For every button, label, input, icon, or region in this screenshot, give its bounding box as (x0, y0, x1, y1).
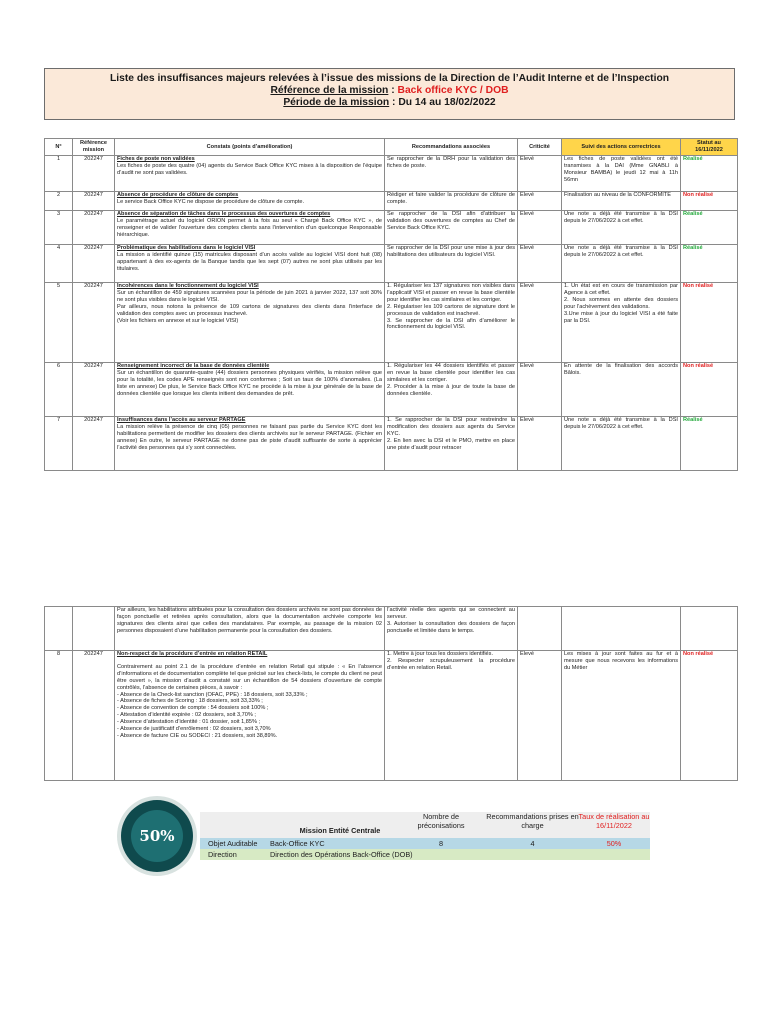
row-criticite (518, 607, 562, 651)
finding-text: La mission a identifié quinze (15) matricules disposant d’un accès valide au logiciel VISI dont huit (08) appartenant à des ex-agents de la Banque tandis que les sept (07) autres ne sont plus utilisés par les titulaires. (117, 251, 382, 272)
row-criticite: Elevé (518, 245, 562, 283)
row-constat (115, 363, 385, 417)
summary-row-label: Direction (208, 850, 237, 859)
row-criticite: Elevé (518, 651, 562, 781)
table-row (45, 156, 738, 192)
row-suivi (562, 283, 681, 363)
reco-item: l’activité réelle des agents qui se connectent au serveur. (387, 607, 515, 620)
finding-list-item: - Absence d’attestation d’identité : 01 dossier, soit 1,85% ; (117, 719, 261, 726)
row-criticite: Elevé (518, 211, 562, 245)
row-statut: Réalisé (681, 211, 738, 245)
row-statut: Non réalisé (681, 192, 738, 211)
suivi-item: 2. Nous sommes en attente des dossiers pour l’achèvement des validations. (564, 296, 678, 310)
finding-text: Contrairement au point 2.1 de la procédure d’entrée en relation Retail qui stipule : « En l’absence d’informations et de documentation complète tel que précisé sur les check-lists, le compte du client ne peut être ouvert », la mission d’audit a constaté sur un échantillon de 54 dossiers d’ouverture de compte contrôlés, l’absence de certaines pièces, à savoir : (117, 663, 382, 691)
row-ref: 202247 (73, 283, 115, 363)
table-row (45, 363, 738, 417)
report-header (44, 68, 735, 120)
row-statut: Non réalisé (681, 363, 738, 417)
table-row (45, 283, 738, 363)
finding-text: Le paramétrage actuel du logiciel ORION permet à la fois au seul « Chargé Back Office KYC », de renseigner et de valider l’ouverture des comptes clients sans l’intervention d’un quelconque Responsable hiérarchique. (117, 217, 382, 238)
col-header-constats: Constats (points d’amélioration) (115, 139, 385, 156)
row-reco (385, 651, 518, 781)
summary-row-mission: Back-Office KYC (270, 839, 325, 848)
row-reco: Se rapprocher de la DSI pour une mise à jour des habilitations des utilisateurs du logiciel VISI. (385, 245, 518, 283)
summary-row-objet (200, 838, 650, 849)
row-ref (73, 607, 115, 651)
finding-text: Sur un échantillon de quarante-quatre (44) dossiers personnes physiques vérifiés, la mission relève que pour la totalité, les codes APE renseignés sont non conformes ; Soit un taux de 100% d’anomalies. (La liste en annexe) De plus, le Service Back Office KYC ne procède à la mise à jour générale de la base de données clientèle que lorsque les clients initient des demandes de prêt. (117, 369, 382, 397)
period-label: Période de la mission (283, 97, 390, 108)
col-header-ref: Référence mission (73, 139, 115, 156)
row-suivi: En attente de la finalisation des accords Bâlois. (562, 363, 681, 417)
summary-row-taux: 50% (606, 839, 622, 848)
row-reco: Se rapprocher de la DSI afin d’attribuer la validation des ouvertures de comptes au Chef de Service Back Office KYC. (385, 211, 518, 245)
finding-text: Sur un échantillon de 459 signatures scannées pour la période de juin 2021 à janvier 2022, 137 soit 30% ne sont plus visibles dans le logiciel VISI. (117, 289, 382, 303)
reference-label: Référence de la mission (270, 85, 389, 96)
finding-text: Par ailleurs, nous notons la présence de 109 cartons de signatures des clients dans l’interface de validation des comptes avec un processus inachevé. (117, 303, 382, 317)
table-row (45, 607, 738, 651)
reco-item: 1. Mettre à jour tous les dossiers identifiés. (387, 651, 494, 657)
period-value: Du 14 au 18/02/2022 (398, 97, 496, 108)
row-constat (115, 245, 385, 283)
finding-list-item: - Attestation d’identité expirée : 02 dossiers, soit 3,70% ; (117, 712, 256, 719)
row-reco (385, 363, 518, 417)
reco-item: 1. Régulariser les 137 signatures non visibles dans l’applicatif VISI et passer en revue la base clientèle pour identifier les cas similaires et les corriger. (387, 283, 515, 303)
reco-item: 3. Autoriser la consultation des dossiers de façon ponctuelle et limitée dans le temps. (387, 620, 515, 634)
reco-item: 1. Se rapprocher de la DSI pour restreindre la modification des dossiers aux agents du Service KYC. (387, 417, 515, 437)
row-suivi: Les fiches de poste validées ont été transmises à la DAI (Mme GNABLI à Monsieur BAMBA) le jeudi 12 mai à 11h 56mn (562, 156, 681, 192)
row-reco (385, 417, 518, 471)
finding-title: Incohérences dans le fonctionnement du logiciel VISI (117, 283, 259, 289)
row-constat (115, 211, 385, 245)
row-reco: Rédiger et faire valider la procédure de clôture de compte. (385, 192, 518, 211)
row-statut: Non réalisé (681, 651, 738, 781)
row-constat (115, 283, 385, 363)
row-ref: 202247 (73, 417, 115, 471)
reco-item: 1. Régulariser les 44 dossiers identifiés et passer en revue la base clientèle pour identifier les cas similaires et les corriger. (387, 363, 515, 383)
col-header-criticite: Criticité (518, 139, 562, 156)
mission-period: Période de la mission : Du 14 au 18/02/2022 (283, 97, 496, 108)
row-ref: 202247 (73, 363, 115, 417)
finding-title: Absence de séparation de tâches dans le processus des ouvertures de comptes (117, 211, 331, 217)
row-criticite: Elevé (518, 156, 562, 192)
suivi-item: 1. Un état est en cours de transmission par Agence à cet effet. (564, 283, 678, 296)
row-num (45, 607, 73, 651)
row-statut: Réalisé (681, 417, 738, 471)
row-num: 1 (45, 156, 73, 192)
table-row (45, 245, 738, 283)
finding-title: Fiches de poste non validées (117, 156, 195, 162)
finding-list-item: - Absence de facture CIE ou SODECI : 21 dossiers, soit 38,89%. (117, 732, 278, 739)
row-num: 6 (45, 363, 73, 417)
summary-col-taux: Taux de réalisation au 16/11/2022 (578, 812, 650, 830)
summary-header (200, 812, 650, 838)
findings-table (44, 138, 738, 471)
completion-rate-badge (117, 796, 197, 876)
row-criticite: Elevé (518, 192, 562, 211)
row-suivi: Une note a déjà été transmise à la DSI depuis le 27/06/2022 à cet effet. (562, 211, 681, 245)
completion-ring (121, 800, 193, 872)
col-header-suivi: Suivi des actions correctrices (562, 139, 681, 156)
table-row (45, 417, 738, 471)
finding-list-item: - Absence de convention de compte : 54 dossiers soit 100% ; (117, 705, 269, 712)
summary-table (200, 812, 650, 860)
col-header-statut: Statut au 16/11/2022 (681, 139, 738, 156)
finding-list-item: - Absence de fiches de Scoring : 18 dossiers, soit 33,33% ; (117, 698, 263, 705)
row-statut: Réalisé (681, 156, 738, 192)
finding-list-item: - Absence de justificatif d’enrôlement : 02 dossiers, soit 3,70% (117, 726, 271, 733)
row-ref: 202247 (73, 211, 115, 245)
row-constat (115, 156, 385, 192)
row-num: 4 (45, 245, 73, 283)
row-criticite: Elevé (518, 417, 562, 471)
row-constat (115, 192, 385, 211)
col-header-num: N° (45, 139, 73, 156)
summary-col-mission: Mission Entité Centrale (299, 826, 381, 835)
row-num: 7 (45, 417, 73, 471)
finding-title: Renseignement incorrect de la base de données clientèle (117, 363, 270, 369)
row-reco: Se rapprocher de la DRH pour la validation des fiches de poste. (385, 156, 518, 192)
summary-row-label: Objet Auditable (208, 839, 258, 848)
finding-title: Non-respect de la procédure d’entrée en relation RETAIL (117, 651, 268, 657)
row-num: 3 (45, 211, 73, 245)
row-suivi: Une note a déjà été transmise à la DSI depuis le 27/06/2022 à cet effet. (562, 245, 681, 283)
summary-row-nb: 8 (438, 839, 444, 848)
table-row (45, 192, 738, 211)
summary-row-reco: 4 (530, 839, 535, 848)
mission-reference: Référence de la mission : Back office KYC / DOB (270, 85, 509, 96)
row-num: 5 (45, 283, 73, 363)
findings-table-continued (44, 606, 738, 781)
reco-item: 2. Respecter scrupuleusement la procédure d’entrée en relation Retail. (387, 657, 515, 671)
row-statut (681, 607, 738, 651)
row-num: 8 (45, 651, 73, 781)
table-row (45, 651, 738, 781)
reco-item: 2. Régulariser les 109 cartons de signature dont le processus de validation est inachevé. (387, 303, 515, 317)
row-ref: 202247 (73, 156, 115, 192)
finding-title: Absence de procédure de clôture de comptes (117, 192, 239, 198)
row-num: 2 (45, 192, 73, 211)
suivi-item: 3.Une mise à jour du logiciel VISI a été faite par la DSI. (564, 310, 678, 324)
reference-value: Back office KYC / DOB (397, 85, 509, 96)
finding-list-item: - Absence de la Check-list sanction (OFAC, PPE) : 18 dossiers, soit 33,33% ; (117, 691, 308, 698)
summary-col-nb: Nombre de préconisations (417, 812, 465, 830)
row-suivi: Finalisation au niveau de la CONFORMITE (562, 192, 681, 211)
row-statut: Non réalisé (681, 283, 738, 363)
reco-item: 2. Procéder à la mise à jour de toute la base de données clientèle. (387, 383, 515, 397)
finding-text: La mission relève la présence de cinq (05) personnes ne faisant pas partie du Service KYC dont les habilitations permettent de modifier les dossiers des clients archivés sur le serveur PARTAGE. (Fichier en annexe) En outre, le serveur PARTAGE ne donne pas de piste d’audit suffisante de sorte à apprécier l’activité des personnes qui s’y sont connectées. (117, 423, 382, 451)
row-statut: Réalisé (681, 245, 738, 283)
row-ref: 202247 (73, 192, 115, 211)
finding-text: Le service Back Office KYC ne dispose de procédure de clôture de compte. (117, 198, 305, 205)
row-reco (385, 607, 518, 651)
finding-text: Les fiches de poste des quatre (04) agents du Service Back Office KYC mises à la disposition de l’équipe d’audit ne sont pas validées. (117, 162, 382, 176)
row-constat (115, 417, 385, 471)
finding-title: Problématique des habilitations dans le logiciel VISI (117, 245, 256, 251)
row-constat: Par ailleurs, les habilitations attribuées pour la consultation des dossiers archivés ne sont pas données de façon ponctuelle et retirées après consultation, alors que la documentation archivée comporte les signatures des clients ainsi que celles des mandataires. Par exemple, au passage de la mission 02 personnes disposaient d’une habilitation permanente pour la consultation des dossiers. (115, 607, 385, 651)
reco-item: 2. En lien avec la DSI et le PMO, mettre en place une piste d’audit pour retracer (387, 437, 515, 451)
row-constat (115, 651, 385, 781)
summary-row-direction (200, 849, 650, 860)
row-ref: 202247 (73, 651, 115, 781)
row-reco (385, 283, 518, 363)
row-criticite: Elevé (518, 363, 562, 417)
finding-title: Insuffisances dans l’accès au serveur PARTAGE (117, 417, 246, 423)
completion-rate-value: 50% (131, 810, 183, 862)
summary-col-reco: Recommandations prises en charge (486, 812, 579, 830)
row-suivi: Une note a déjà été transmise à la DSI depuis le 27/06/2022 à cet effet. (562, 417, 681, 471)
row-criticite: Elevé (518, 283, 562, 363)
row-ref: 202247 (73, 245, 115, 283)
col-header-recos: Recommandations associées (385, 139, 518, 156)
report-title: Liste des insuffisances majeurs relevées à l’issue des missions de la Direction de l’Audit Interne et de l’Inspection (109, 73, 670, 84)
finding-text: (Voir les fichiers en annexe et sur le logiciel VISI) (117, 317, 239, 324)
row-suivi: Les mises à jour sont faites au fur et à mesure que nous recevons les informations du Métier (562, 651, 681, 781)
reco-item: 3. Se rapprocher de la DSI afin d’améliorer le fonctionnement du logiciel VISI. (387, 317, 515, 331)
table-row (45, 211, 738, 245)
row-suivi (562, 607, 681, 651)
table-header-row (45, 139, 738, 156)
summary-row-mission: Direction des Opérations Back-Office (DOB) (270, 850, 413, 859)
